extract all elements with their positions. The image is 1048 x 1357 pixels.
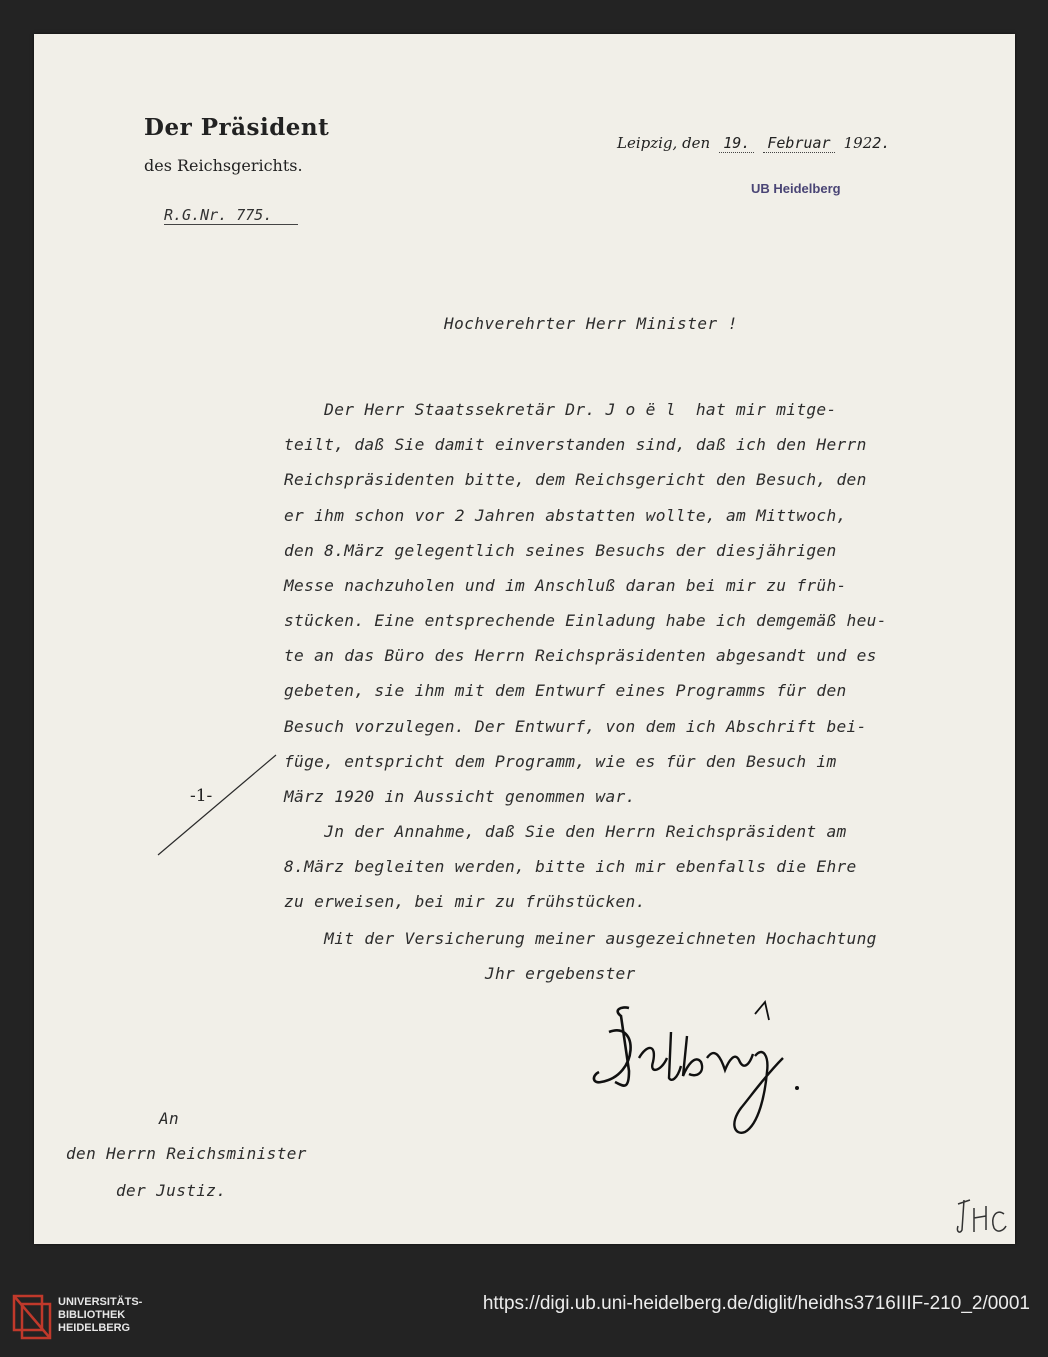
institution-name [58,1296,142,1335]
university-logo-icon [12,1290,52,1344]
dateline-year-suffix: 2. [872,134,891,152]
address-line-1: An [159,1109,180,1128]
body-line: füge, entspricht dem Programm, wie es für den Besuch im [284,752,837,771]
body-line: Besuch vorzulegen. Der Entwurf, von dem ich Abschrift bei- [284,717,867,736]
institution-line: UNIVERSITÄTS- [58,1296,143,1308]
body-line: Jn der Annahme, daß Sie den Herrn Reichspräsident am [284,822,847,841]
body-line: Der Herr Staatssekretär Dr. J o ë l hat mir mitge- [284,400,837,419]
library-stamp: UB Heidelberg [751,181,841,196]
reference-number: R.G.Nr. 775. [164,206,298,225]
body-line: gebeten, sie ihm mit dem Entwurf eines Programms für den [284,681,847,700]
dateline [617,134,890,152]
handwritten-initials [952,1194,1008,1238]
dateline-year-prefix: 192 [843,134,873,152]
body-line: stücken. Eine entsprechende Einladung habe ich demgemäß heu- [284,611,887,630]
body-line: 8.März begleiten werden, bitte ich mir ebenfalls die Ehre [284,857,857,876]
margin-note: -1- [190,786,213,806]
dateline-month: Februar [763,134,834,153]
signature [569,996,839,1136]
dateline-place: Leipzig, den [617,134,711,152]
body-line: Mit der Versicherung meiner ausgezeichneten Hochachtung [284,929,877,948]
address-line-3: der Justiz. [116,1181,227,1200]
body-line: zu erweisen, bei mir zu frühstücken. [284,892,646,911]
body-line: Reichspräsidenten bitte, dem Reichsgericht den Besuch, den [284,470,867,489]
salutation: Hochverehrter Herr Minister ! [444,314,738,333]
body-line: den 8.März gelegentlich seines Besuchs der diesjährigen [284,541,837,560]
source-url-link[interactable]: https://digi.ub.uni-heidelberg.de/diglit/heidhs3716IIIF-210_2/0001 [482,1293,1030,1314]
institution-line: BIBLIOTHEK [58,1309,126,1321]
letter-page [34,34,1015,1244]
body-line: er ihm schon vor 2 Jahren abstatten wollte, am Mittwoch, [284,506,847,525]
body-line: teilt, daß Sie damit einverstanden sind, daß ich den Herrn [284,435,867,454]
body-line: Jhr ergebenster [284,964,636,983]
address-line-2: den Herrn Reichsminister [66,1144,307,1163]
letterhead-subtitle: des Reichsgerichts. [144,156,303,175]
body-line: te an das Büro des Herrn Reichspräsidenten abgesandt und es [284,646,877,665]
margin-stroke [154,749,284,859]
body-line: Messe nachzuholen und im Anschluß daran bei mir zu früh- [284,576,847,595]
dateline-day: 19. [719,134,754,153]
institution-line: HEIDELBERG [58,1322,131,1334]
body-line: März 1920 in Aussicht genommen war. [284,787,636,806]
letterhead-title: Der Präsident [144,114,330,141]
